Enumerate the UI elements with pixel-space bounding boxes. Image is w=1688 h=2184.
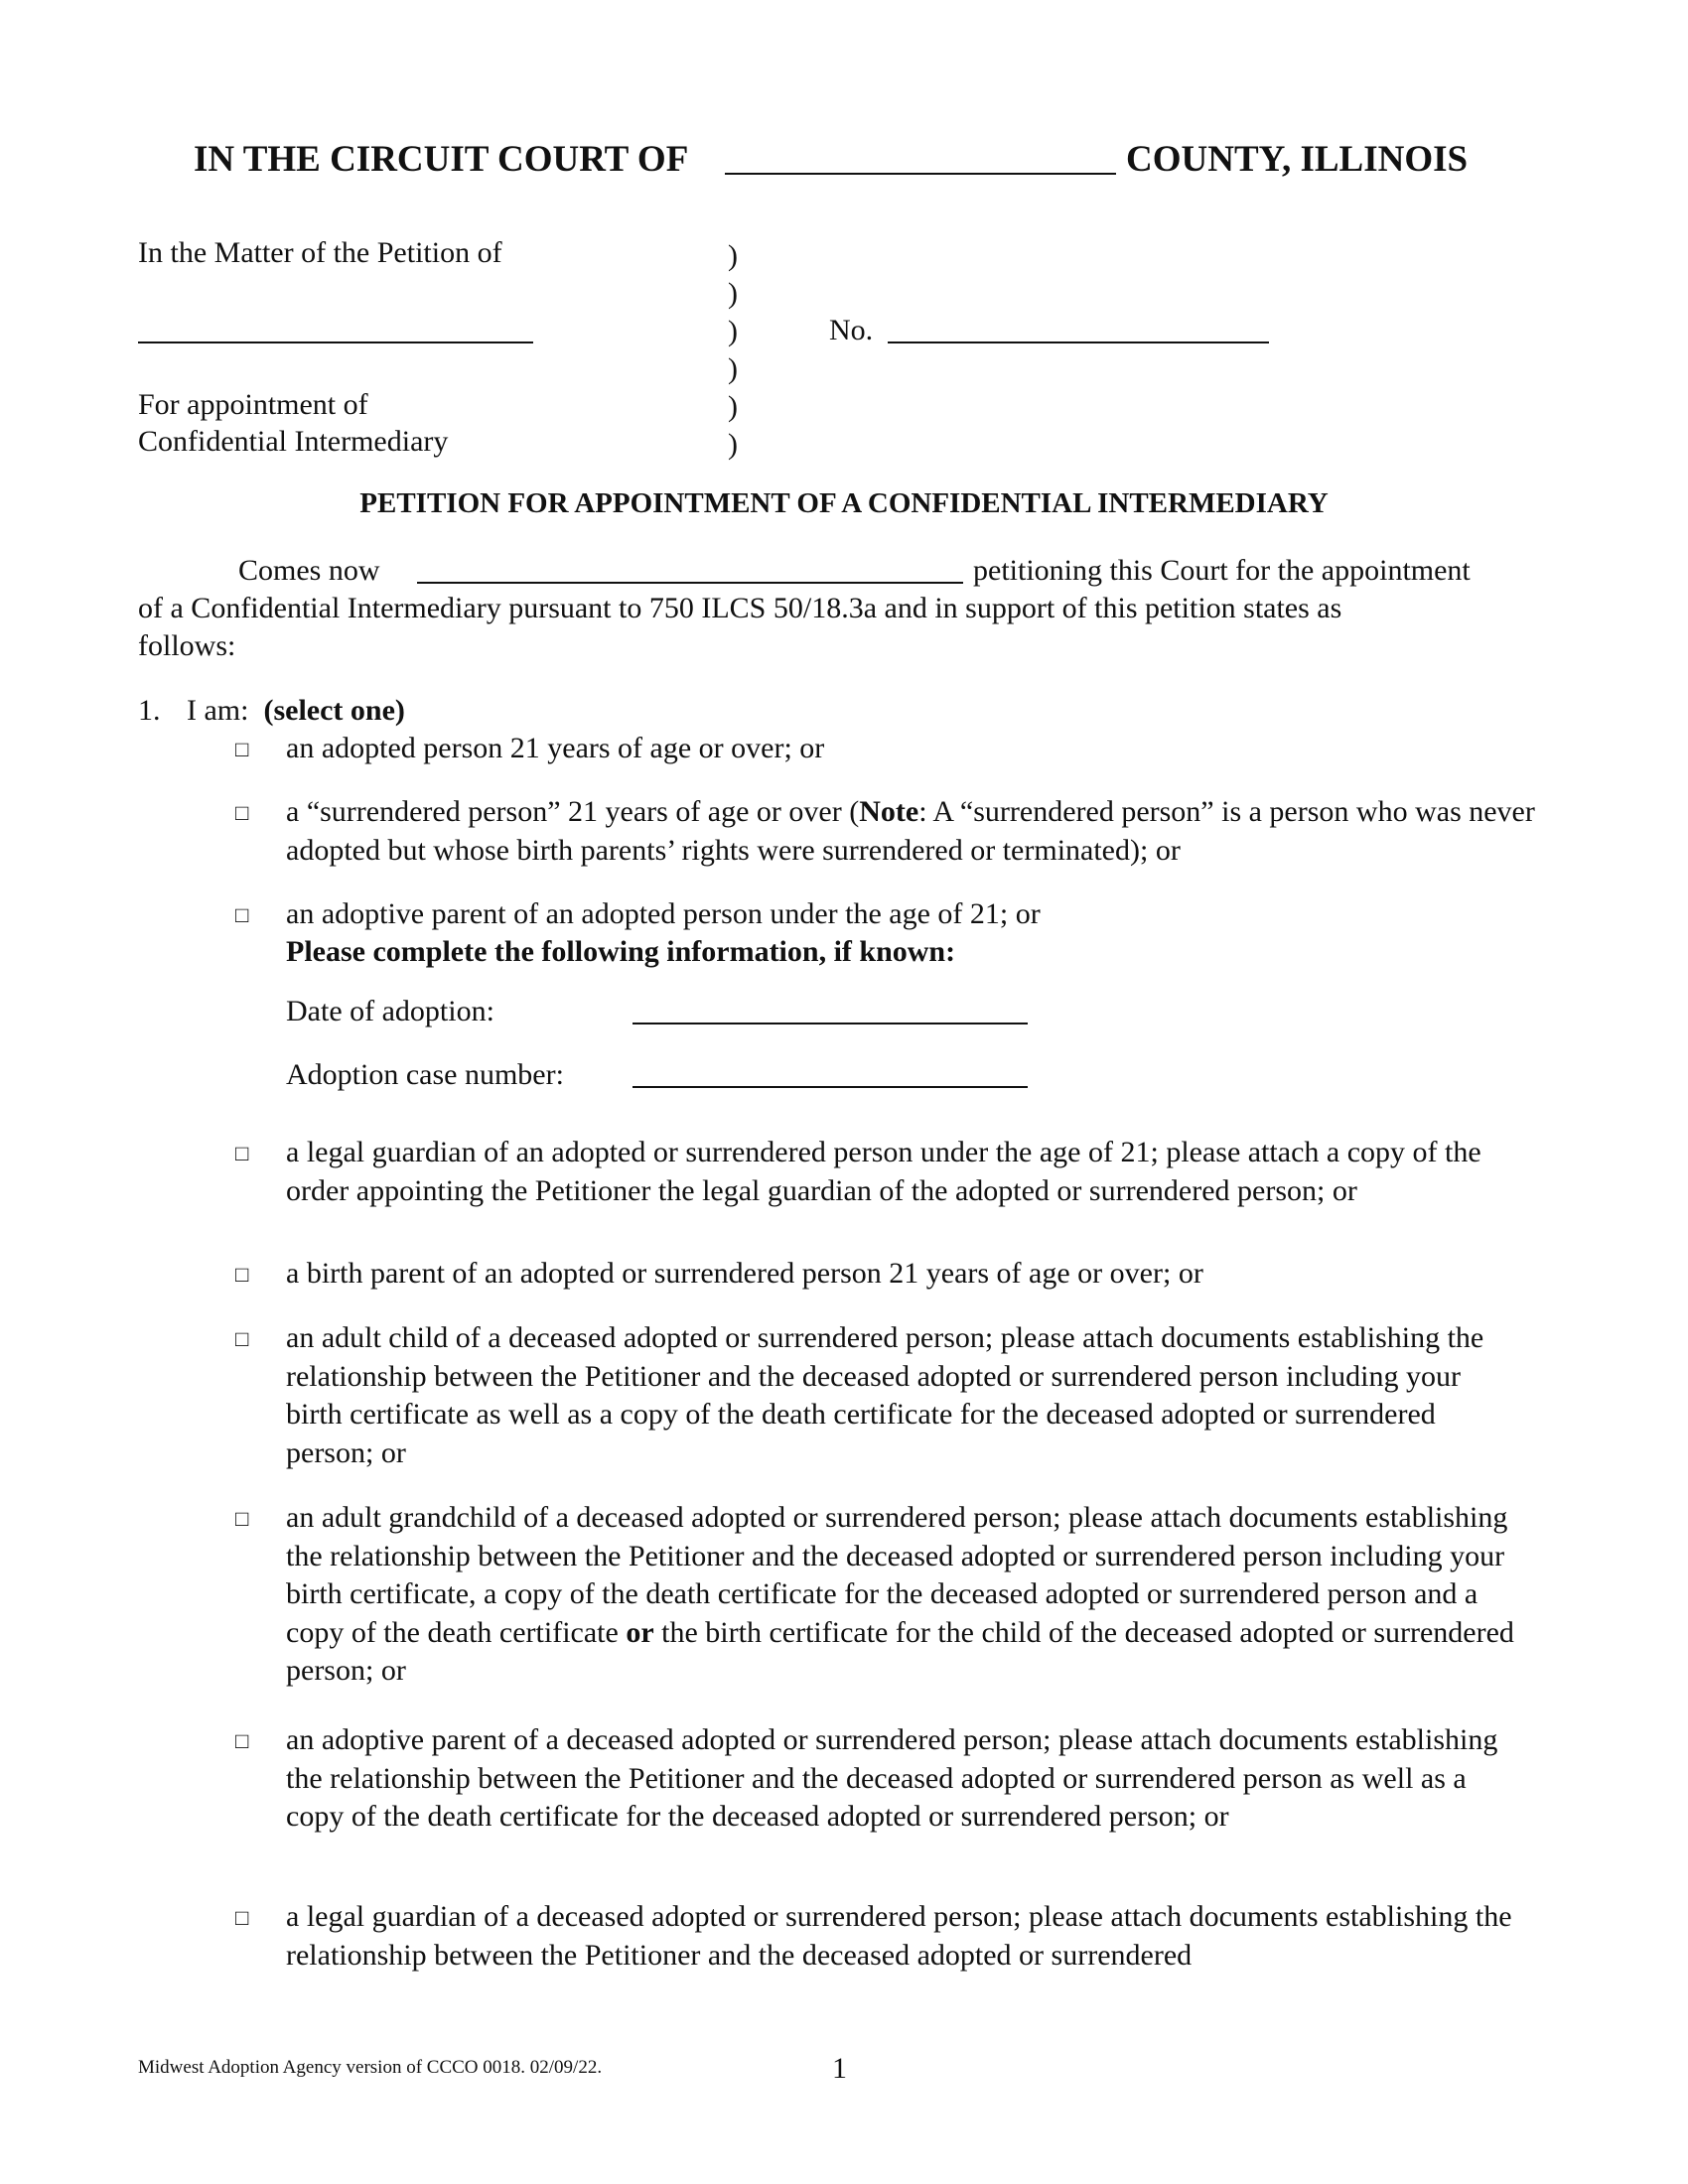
option-legal-guardian-deceased: a legal guardian of a deceased adopted or surrendered person; please attach documents establishing the relationship between the Petitioner and the deceased adopted or surrendered <box>286 1900 1512 1972</box>
checkbox-surrendered-person[interactable]: □ <box>235 800 249 825</box>
option-text: a “surrendered person” 21 years of age or over ( <box>286 795 860 828</box>
caption-paren: ) <box>728 277 738 310</box>
petition-title: PETITION FOR APPOINTMENT OF A CONFIDENTIAL INTERMEDIARY <box>359 487 1329 519</box>
caption-paren: ) <box>728 428 738 461</box>
option-adoptive-parent-minor: an adoptive parent of an adopted person under the age of 21; or <box>286 897 1041 930</box>
complete-info-instruction: Please complete the following information, if known: <box>286 935 956 968</box>
footer-version: Midwest Adoption Agency version of CCCO 0018. 02/09/22. <box>138 2057 603 2078</box>
court-title-prefix: IN THE CIRCUIT COURT OF <box>194 139 689 180</box>
caption-paren: ) <box>728 315 738 347</box>
select-one-label: (select one) <box>263 694 405 727</box>
checkbox-adult-grandchild[interactable]: □ <box>235 1506 249 1531</box>
caption-paren: ) <box>728 390 738 423</box>
checkbox-legal-guardian-minor[interactable]: □ <box>235 1141 249 1165</box>
case-number-field[interactable] <box>888 341 1269 343</box>
for-appointment-label: For appointment of <box>138 388 368 421</box>
option-adult-grandchild <box>286 1499 1537 1691</box>
checkbox-adoptive-parent-minor[interactable]: □ <box>235 902 249 927</box>
option-surrendered-person <box>286 793 1567 870</box>
option-adopted-person: an adopted person 21 years of age or over; or <box>286 732 825 764</box>
note-label: Note <box>859 795 919 828</box>
comes-now-label: Comes now <box>238 554 380 587</box>
intro-line1-tail: petitioning this Court for the appointment <box>973 554 1471 587</box>
option-legal-guardian-minor: a legal guardian of an adopted or surrendered person under the age of 21; please attach a copy of the order appointing the Petitioner the legal guardian of the adopted or surrendered person; or <box>286 1136 1481 1207</box>
option-birth-parent: a birth parent of an adopted or surrendered person 21 years of age or over; or <box>286 1257 1203 1290</box>
intro-line3: follows: <box>138 629 236 662</box>
date-of-adoption-label: Date of adoption: <box>286 995 494 1027</box>
court-title-suffix: COUNTY, ILLINOIS <box>1126 139 1469 180</box>
or-emphasis: or <box>626 1615 654 1649</box>
adoption-case-number-field[interactable] <box>633 1086 1028 1088</box>
checkbox-legal-guardian-deceased[interactable]: □ <box>235 1905 249 1930</box>
caption-paren: ) <box>728 239 738 272</box>
i-am-label: I am: <box>187 694 249 727</box>
checkbox-adopted-person[interactable]: □ <box>235 737 249 761</box>
section-heading <box>187 692 405 730</box>
checkbox-birth-parent[interactable]: □ <box>235 1262 249 1287</box>
checkbox-adult-child[interactable]: □ <box>235 1326 249 1351</box>
option-adoptive-parent-deceased: an adoptive parent of a deceased adopted or surrendered person; please attach documents establishing the relationship between the Petitioner and the deceased adopted or surrendered person as well as a copy of the death certificate for the deceased adopted or surrendered person; or <box>286 1723 1498 1833</box>
caption-paren: ) <box>728 352 738 385</box>
case-number-label: No. <box>829 314 874 346</box>
matter-label: In the Matter of the Petition of <box>138 236 502 269</box>
checkbox-adoptive-parent-deceased[interactable]: □ <box>235 1728 249 1753</box>
confidential-intermediary-label: Confidential Intermediary <box>138 425 449 458</box>
option-text: : A “surrendered person” is a person who was never adopted but whose birth parents’ rights were surrendered or terminated); or <box>286 795 1535 867</box>
option-adult-child: an adult child of a deceased adopted or surrendered person; please attach documents establishing the relationship between the Petitioner and the deceased adopted or surrendered person including your birth certificate as well as a copy of the death certificate for the deceased adopted or surrendered person; or <box>286 1321 1484 1469</box>
county-name-field[interactable] <box>725 173 1116 175</box>
intro-line2: of a Confidential Intermediary pursuant to 750 ILCS 50/18.3a and in support of this petition states as <box>138 592 1342 624</box>
option-text: an adult grandchild of a deceased adopted or surrendered person; please attach documents establishing the relationship between the Petitioner and the deceased adopted or surrendered person including your birth certificate, a copy of the death certificate for the deceased adopted or surrendered person and a copy of the death certificate <box>286 1501 1508 1649</box>
option-text: the birth certificate for the child of the deceased adopted or surrendered person; or <box>286 1615 1514 1687</box>
page-number: 1 <box>832 2052 847 2085</box>
petitioner-comes-now-field[interactable] <box>417 582 963 584</box>
petitioner-name-field[interactable] <box>138 341 533 343</box>
date-of-adoption-field[interactable] <box>633 1023 1028 1024</box>
section-number: 1. <box>138 694 161 727</box>
adoption-case-number-label: Adoption case number: <box>286 1058 564 1091</box>
